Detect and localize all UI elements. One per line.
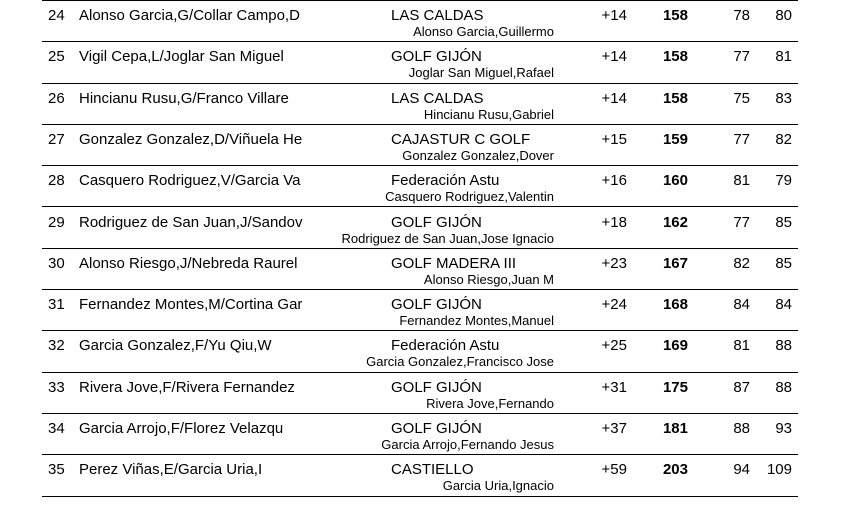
club-name: GOLF GIJÓN [391,213,482,231]
club-name: GOLF GIJÓN [391,48,482,66]
team-names: Rodriguez de San Juan,J/Sandov [79,213,303,231]
round-2-score: 85 [775,254,792,272]
score-to-par: +14 [601,7,627,24]
round-1-score: 84 [733,296,750,314]
score-to-par: +59 [601,461,627,479]
total-score: 168 [662,296,688,314]
position: 33 [48,378,65,396]
club-name: CAJASTUR C GOLF [391,130,531,148]
total-score: 167 [662,254,688,272]
team-names: Fernandez Montes,M/Cortina Gar [79,296,303,314]
total-score: 158 [662,48,688,66]
player-full-name: Rodriguez de San Juan,Jose Ignacio [341,230,554,246]
round-1-score: 94 [733,461,750,479]
position: 30 [48,254,65,272]
position: 26 [48,89,65,107]
total-score: 162 [662,213,688,231]
total-score: 158 [662,89,688,107]
table-row [42,1,798,42]
round-2-score: 88 [775,337,792,355]
round-1-score: 77 [733,130,750,148]
score-to-par: +14 [601,48,627,66]
table-row [42,125,798,166]
team-names: Gonzalez Gonzalez,D/Viñuela He [79,130,303,148]
team-names: Rivera Jove,F/Rivera Fernandez [79,378,295,396]
score-to-par: +23 [601,254,627,272]
score-to-par: +31 [601,378,627,396]
round-2-score: 83 [775,89,792,107]
total-score: 175 [662,378,688,396]
table-row [42,290,798,331]
table-row [42,331,798,372]
club-name: Federación Astu [391,172,500,190]
round-1-score: 78 [733,7,750,24]
round-2-score: 93 [775,420,792,437]
table-row [42,84,798,125]
round-2-score: 79 [775,172,792,190]
round-2-score: 84 [775,296,792,314]
player-full-name: Alonso Garcia,Guillermo [413,24,554,39]
team-names: Casquero Rodriguez,V/Garcia Va [79,172,301,190]
round-2-score: 80 [775,7,792,24]
total-score: 160 [662,172,688,190]
round-1-score: 87 [733,378,750,396]
table-row [42,373,798,414]
position: 29 [48,213,65,231]
round-2-score: 81 [775,48,792,66]
position: 27 [48,130,65,148]
score-to-par: +24 [601,296,627,314]
round-2-score: 109 [766,461,792,479]
position: 24 [48,7,65,24]
position: 31 [48,296,65,314]
player-full-name: Casquero Rodriguez,Valentin [385,189,554,205]
club-name: GOLF GIJÓN [391,296,482,314]
team-names: Perez Viñas,E/Garcia Uria,I [79,461,263,479]
total-score: 159 [662,130,688,148]
player-full-name: Fernandez Montes,Manuel [399,313,554,329]
team-names: Alonso Garcia,G/Collar Campo,D [79,7,300,24]
team-names: Garcia Gonzalez,F/Yu Qiu,W [79,337,272,355]
position: 25 [48,48,65,66]
total-score: 203 [662,461,688,479]
club-name: GOLF MADERA III [391,254,517,272]
club-name: Federación Astu [391,337,500,355]
table-row [42,166,798,207]
position: 35 [48,461,65,479]
club-name: GOLF GIJÓN [391,378,482,396]
round-1-score: 81 [733,337,750,355]
round-2-score: 85 [775,213,792,231]
score-to-par: +25 [601,337,627,355]
player-full-name: Gonzalez Gonzalez,Dover [402,147,554,163]
position: 34 [48,420,65,437]
table-row [42,42,798,83]
player-full-name: Joglar San Miguel,Rafael [408,65,554,81]
table-row [42,455,798,496]
round-1-score: 81 [733,172,750,190]
score-to-par: +18 [601,213,627,231]
round-2-score: 82 [775,130,792,148]
team-names: Alonso Riesgo,J/Nebreda Raurel [79,254,298,272]
total-score: 158 [662,7,688,24]
player-full-name: Rivera Jove,Fernando [426,395,554,411]
total-score: 181 [662,420,688,437]
player-full-name: Garcia Arrojo,Fernando Jesus [381,437,554,452]
round-1-score: 82 [733,254,750,272]
round-1-score: 88 [733,420,750,437]
club-name: LAS CALDAS [391,89,484,107]
position: 32 [48,337,65,355]
club-name: LAS CALDAS [391,7,484,24]
score-to-par: +37 [601,420,627,437]
total-score: 169 [662,337,688,355]
score-to-par: +16 [601,172,627,190]
team-names: Vigil Cepa,L/Joglar San Miguel [79,48,284,66]
player-full-name: Hincianu Rusu,Gabriel [423,106,554,122]
round-1-score: 77 [733,213,750,231]
player-full-name: Garcia Gonzalez,Francisco Jose [366,354,554,370]
club-name: GOLF GIJÓN [391,420,482,437]
club-name: CASTIELLO [391,461,474,479]
score-to-par: +15 [601,130,627,148]
round-1-score: 77 [733,48,750,66]
team-names: Hincianu Rusu,G/Franco Villare [79,89,289,107]
team-names: Garcia Arrojo,F/Florez Velazqu [79,420,284,437]
score-to-par: +14 [601,89,627,107]
round-1-score: 75 [733,89,750,107]
table-row [42,414,798,455]
table-row [42,208,798,249]
player-full-name: Garcia Uria,Ignacio [442,478,554,494]
round-2-score: 88 [775,378,792,396]
player-full-name: Alonso Riesgo,Juan M [423,271,554,287]
table-row [42,249,798,290]
position: 28 [48,172,65,190]
